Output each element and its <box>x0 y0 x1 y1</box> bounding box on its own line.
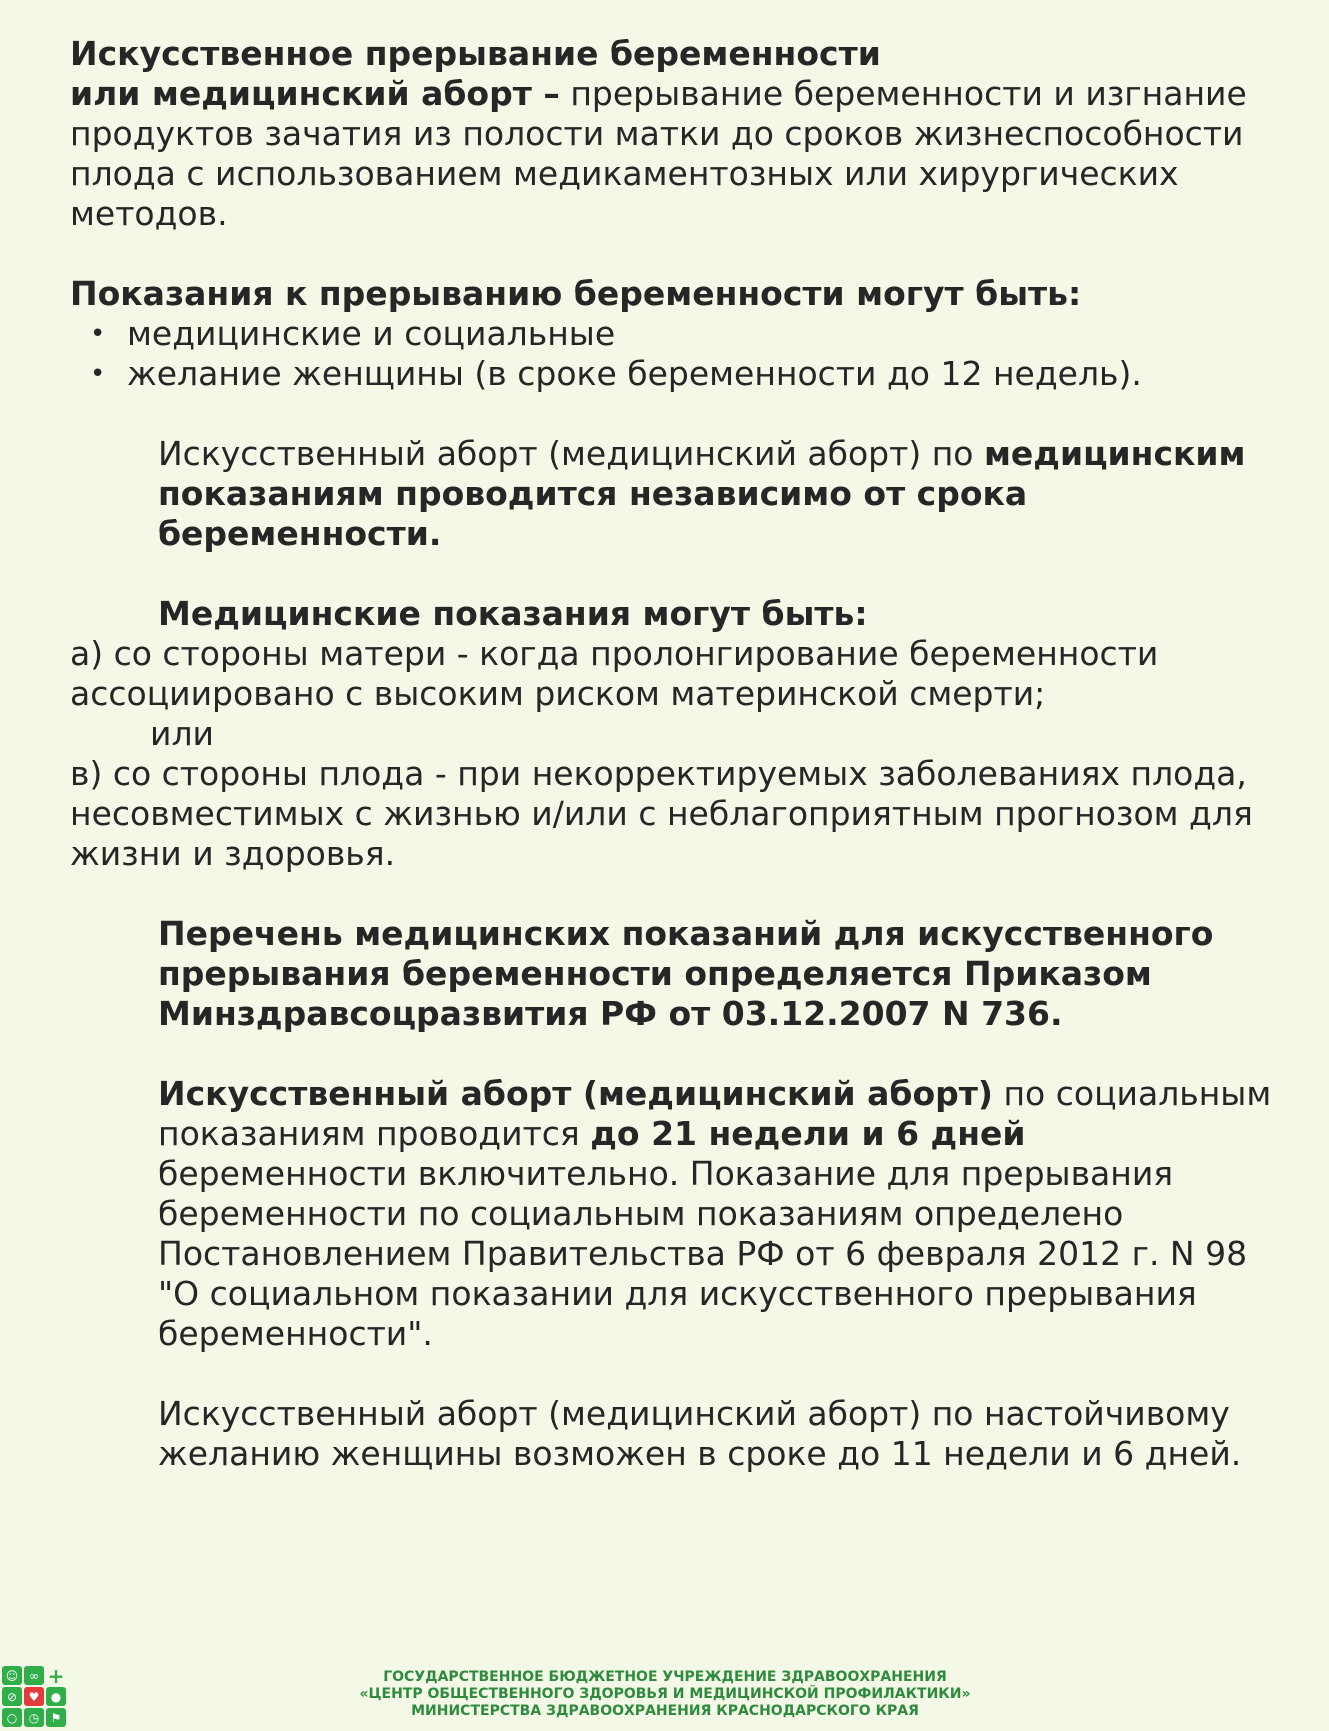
definition-paragraph <box>70 34 1285 234</box>
medical-abortion-lead: Искусственный аборт (медицинский аборт) по <box>158 434 984 473</box>
organization-line-3: МИНИСТЕРСТВА ЗДРАВООХРАНЕНИЯ КРАСНОДАРСКОГО КРАЯ <box>411 1703 919 1719</box>
social-text-1: по социальным показаниям проводится <box>158 1074 1272 1153</box>
social-text-2: беременности включительно. Показание для прерывания беременности по социальным показаниям определено Постановлением Правительства РФ от 6 февраля 2012 г. N 98 "О социальном показании для искусственного прерывания беременности". <box>158 1154 1248 1353</box>
medical-abortion-paragraph <box>70 434 1285 554</box>
apple-icon: ● <box>46 1687 66 1706</box>
definition-title-line2: или медицинский аборт – <box>70 74 560 113</box>
indications-list <box>70 314 1285 394</box>
heart-icon: ♥ <box>24 1687 44 1706</box>
organization-logo-icon <box>2 1663 66 1728</box>
clock-icon: ◷ <box>24 1708 44 1727</box>
footer <box>0 1660 1329 1731</box>
organization-line-1: ГОСУДАРСТВЕННОЕ БЮДЖЕТНОЕ УЧРЕЖДЕНИЕ ЗДРАВООХРАНЕНИЯ <box>383 1669 947 1685</box>
wish-paragraph: Искусственный аборт (медицинский аборт) по настойчивому желанию женщины возможен в сроке до 11 недели и 6 дней. <box>158 1394 1242 1473</box>
order-paragraph: Перечень медицинских показаний для искусственного прерывания беременности определяется Приказом Минздравсоцразвития РФ от 03.12.2007 N 736. <box>158 914 1214 1033</box>
organization-line-2: «ЦЕНТР ОБЩЕСТВЕННОГО ЗДОРОВЬЯ И МЕДИЦИНСКОЙ ПРОФИЛАКТИКИ» <box>359 1686 971 1702</box>
social-paragraph <box>70 1074 1285 1354</box>
bicycle-icon: ∞ <box>24 1666 44 1685</box>
list-item: • желание женщины (в сроке беременности до 12 недель). <box>70 354 1285 394</box>
cross-icon: + <box>47 1663 65 1688</box>
organization-name <box>330 1669 1000 1720</box>
magnifier-icon: ○ <box>2 1708 22 1727</box>
list-item: • медицинские и социальные <box>70 314 1285 354</box>
no-smoking-icon: ⊘ <box>2 1687 22 1706</box>
medical-indications-heading: Медицинские показания могут быть: <box>158 594 868 633</box>
social-bold-2: до 21 недели и 6 дней <box>590 1114 1026 1153</box>
medical-indication-b: в) со стороны плода - при некорректируемых заболеваниях плода, несовместимых с жизнью и/или с неблагоприятным прогнозом для жизни и здоровья. <box>70 754 1253 873</box>
medical-abortion-bold: медицинским показаниям проводится независимо от срока беременности. <box>158 434 1246 553</box>
document-body <box>70 34 1285 1474</box>
medical-indication-or: или <box>150 714 214 753</box>
indications-heading: Показания к прерыванию беременности могут быть: <box>70 274 1082 313</box>
person-icon: ☺ <box>2 1666 22 1685</box>
medical-indication-a: а) со стороны матери - когда пролонгирование беременности ассоциировано с высоким риском материнской смерти; <box>70 634 1159 713</box>
running-icon: ⚑ <box>46 1708 66 1727</box>
social-bold-1: Искусственный аборт (медицинский аборт) <box>158 1074 993 1113</box>
definition-text: прерывание беременности и изгнание продуктов зачатия из полости матки до сроков жизнеспособности плода с использованием медикаментозных или хирургических методов. <box>70 74 1247 233</box>
definition-title-line1: Искусственное прерывание беременности <box>70 34 881 73</box>
